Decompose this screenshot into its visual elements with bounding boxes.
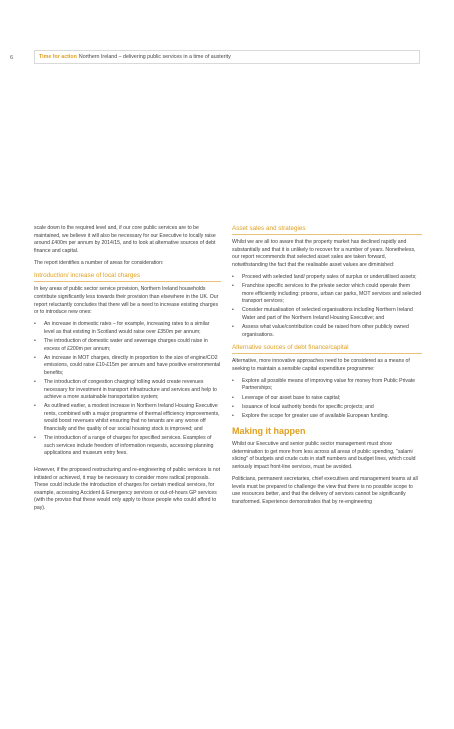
list-item: • Consider mutualisation of selected organisations including Northern Ireland Water and part of the Northern Ireland Housing Executive; and xyxy=(232,307,422,322)
header-title: Northern Ireland – delivering public services in a time of austerity xyxy=(78,54,231,60)
list-item: • As outlined earlier, a modest increase in Northern Ireland Housing Executive rents, combined with a major programme of thermal efficiency improvements, would boost revenues whilst ensuring that no tenants are any worse off financially and the quality of our social housing stock is improved; and xyxy=(34,403,221,433)
right-column xyxy=(232,225,422,511)
paragraph: Politicians, permanent secretaries, chief executives and management teams at all levels must be prepared to challenge the view that there is no possible scope to use resources better, and that the delivery of services cannot be significantly transformed. Experience demonstrates that by re-engineering xyxy=(232,476,418,505)
list-item: • Proceed with selected land/ property sales of surplus or underutilised assets; xyxy=(232,274,422,282)
list-item: • Franchise specific services to the private sector which could operate them more efficiently including: prisons, urban car parks, MOT services and selected transport services; xyxy=(232,283,422,306)
list-item: • The introduction of a range of charges for specified services. Examples of such services include freedom of information requests, accessing planning applications and museum entry fees. xyxy=(34,435,221,458)
list-item: • Leverage of our asset base to raise capital; xyxy=(232,395,422,403)
paragraph: The report identifies a number of areas for consideration: xyxy=(34,259,164,266)
page-number: 6 xyxy=(10,55,14,61)
running-header xyxy=(34,50,420,64)
paragraph: Whilst our Executive and senior public sector management must show determination to get more from less across all areas of public spending, "salami slicing" of budgets and crude cuts in staff numbers and budget lines, which could seriously impact front-line services, must be avoided. xyxy=(232,441,416,471)
bullet-list-assets xyxy=(232,274,422,339)
list-item: • Explore all possible means of improving value for money from Public Private Partnerships; xyxy=(232,378,422,393)
paragraph: Whilst we are all too aware that the property market has declined rapidly and substantially and that it is unlikely to recover for a number of years. Nonetheless, our report recommends that selected asset sales are taken forward, notwithstanding the fact that the realisable asset values are diminished: xyxy=(232,239,416,268)
paragraph: In key areas of public sector service provision, Northern Ireland households contribute significantly less towards their provision than elsewhere in the UK. Our report reluctantly concludes that there will be a need to increase existing charges or to introduce new ones: xyxy=(34,286,219,316)
section-heading-debt-finance: Alternative sources of debt finance/capital xyxy=(232,344,422,354)
paragraph: However, if the proposed restructuring and re-engineering of public services is not initiated or achieved, it may be necessary to consider more radical proposals. These could include the introduction of charges for certain medical services, for example, accessing Accident & Emergency services or out-of-hours GP services (with the proviso that these would only apply to those people who could afford to pay). xyxy=(34,466,221,511)
list-item: • An increase in domestic rates – for example, increasing rates to a similar level as that existing in Scotland would raise over £350m per annum; xyxy=(34,321,221,336)
section-heading-local-charges: Introduction/ increase of local charges xyxy=(34,272,221,282)
paragraph: scale down to the required level and, if our core public services are to be maintained, we believe it will also be necessary for our Executive to locally raise around £400m per annum by 2014/15, and to look at alternative sources of debt finance and capital. xyxy=(34,225,216,254)
paragraph: Alternative, more innovative approaches need to be considered as a means of seeking to maintain a sensible capital expenditure programme: xyxy=(232,358,410,372)
list-item: • An increase in MOT charges, directly in proportion to the size of engine/CO2 emissions, could raise £10-£15m per annum and have positive environmental benefits; xyxy=(34,355,221,378)
list-item: • Assess what value/contribution could be raised from other publicly owned organisations. xyxy=(232,324,422,339)
header-accent: Time for action xyxy=(39,54,77,60)
list-item: • The introduction of congestion charging/ tolling would create revenues necessary for investment in transport infrastructure and services and help to achieve a more sustainable transportation system; xyxy=(34,379,221,402)
list-item: • Issuance of local authority bonds for specific projects; and xyxy=(232,404,422,412)
list-item: • Explore the scope for greater use of available European funding. xyxy=(232,413,422,421)
left-column xyxy=(34,225,221,517)
section-heading-making-it-happen: Making it happen xyxy=(232,426,306,437)
bullet-list-charges xyxy=(34,321,221,458)
section-heading-asset-sales: Asset sales and strategies xyxy=(232,225,422,235)
list-item: • The introduction of domestic water and sewerage charges could raise in excess of £200m per annum; xyxy=(34,338,221,353)
bullet-list-finance xyxy=(232,378,422,420)
